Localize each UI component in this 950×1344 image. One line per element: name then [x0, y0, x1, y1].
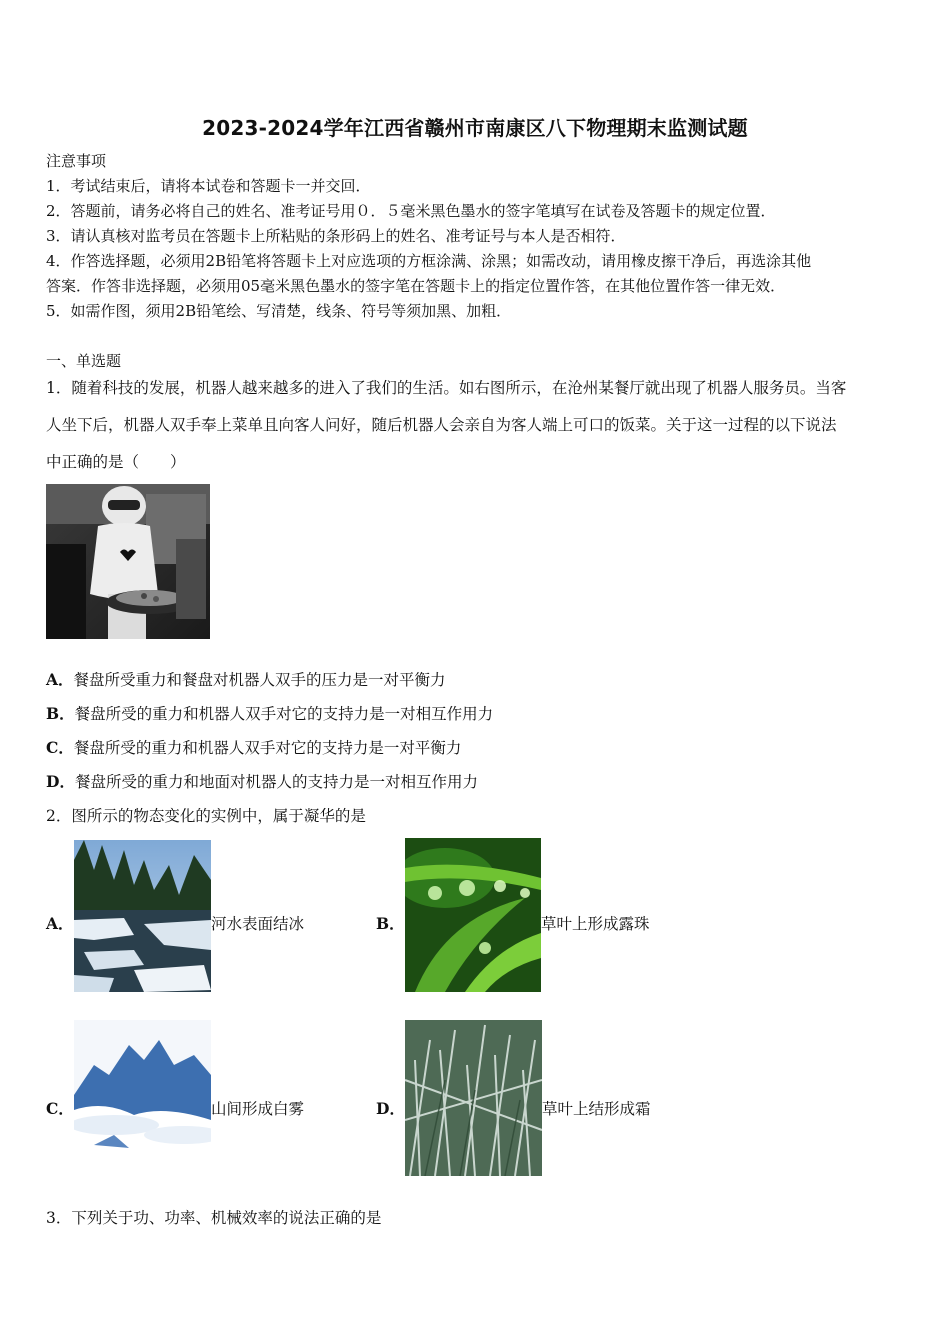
notice-line: 3．请认真核对监考员在答题卡上所粘贴的条形码上的姓名、准考证号与本人是否相符． [46, 227, 626, 245]
option-text: 餐盘所受的重力和机器人双手对它的支持力是一对相互作用力 [74, 705, 494, 723]
question-1-stem-line: 中正确的是（ ） [46, 453, 186, 471]
option-text: 餐盘所受的重力和地面对机器人的支持力是一对相互作用力 [74, 773, 478, 791]
question-1-stem-line: 人坐下后，机器人双手奉上菜单且向客人问好，随后机器人会亲自为客人端上可口的饭菜。关于这一过程的以下说法 [46, 416, 837, 434]
question-1-option-c[interactable] [46, 736, 461, 758]
notice-line: 2．答题前，请务必将自己的姓名、准考证号用０．５毫米黑色墨水的签字笔填写在试卷及答题卡的规定位置． [46, 202, 776, 220]
option-text: 餐盘所受的重力和机器人双手对它的支持力是一对平衡力 [73, 739, 462, 757]
mountain-fog-image [74, 1020, 211, 1176]
river-ice-image [74, 840, 211, 992]
question-1-option-a[interactable] [46, 668, 446, 690]
question-2-option-d-text: 草叶上结形成霜 [542, 1100, 651, 1118]
question-2-option-a-text: 河水表面结冰 [211, 915, 305, 933]
section-heading: 一、单选题 [46, 352, 122, 370]
option-label: D． [46, 772, 75, 791]
notice-line: 答案．作答非选择题，必须用05毫米黑色墨水的签字笔在答题卡上的指定位置作答，在其他位置作答一律无效． [46, 277, 786, 295]
question-2-option-b-text: 草叶上形成露珠 [541, 915, 650, 933]
notice-heading: 注意事项 [46, 152, 107, 170]
page-title: 2023-2024学年江西省赣州市南康区八下物理期末监测试题 [202, 116, 748, 140]
option-text: 餐盘所受重力和餐盘对机器人双手的压力是一对平衡力 [73, 671, 446, 689]
question-1-stem-line: 1．随着科技的发展，机器人越来越多的进入了我们的生活。如右图所示，在沧州某餐厅就出现了机器人服务员。当客 [46, 379, 847, 397]
question-3-stem: 3．下列关于功、功率、机械效率的说法正确的是 [46, 1209, 382, 1227]
option-label: A． [46, 670, 74, 689]
robot-waiter-image [46, 484, 210, 639]
option-label: C． [46, 738, 74, 757]
question-1-option-b[interactable] [46, 702, 493, 724]
option-label: B． [46, 704, 75, 723]
question-2-option-b-label[interactable]: B． [376, 914, 405, 933]
notice-line: 5．如需作图，须用2B铅笔绘、写清楚，线条、符号等须加黑、加粗． [46, 302, 512, 320]
notice-line: 1．考试结束后，请将本试卷和答题卡一并交回． [46, 177, 371, 195]
question-2-stem: 2．图所示的物态变化的实例中，属于凝华的是 [46, 807, 366, 825]
question-2-option-a-label[interactable]: A． [46, 914, 74, 933]
question-2-option-d-label[interactable]: D． [376, 1099, 405, 1118]
frost-on-grass-image [405, 1020, 542, 1176]
question-2-option-c-label[interactable]: C． [46, 1099, 74, 1118]
notice-line: 4．作答选择题，必须用2B铅笔将答题卡上对应选项的方框涂满、涂黑；如需改动，请用橡皮擦干净后，再选涂其他 [46, 252, 812, 270]
question-1-option-d[interactable] [46, 770, 478, 792]
question-2-option-c-text: 山间形成白雾 [211, 1100, 305, 1118]
dew-on-grass-image [405, 838, 541, 992]
